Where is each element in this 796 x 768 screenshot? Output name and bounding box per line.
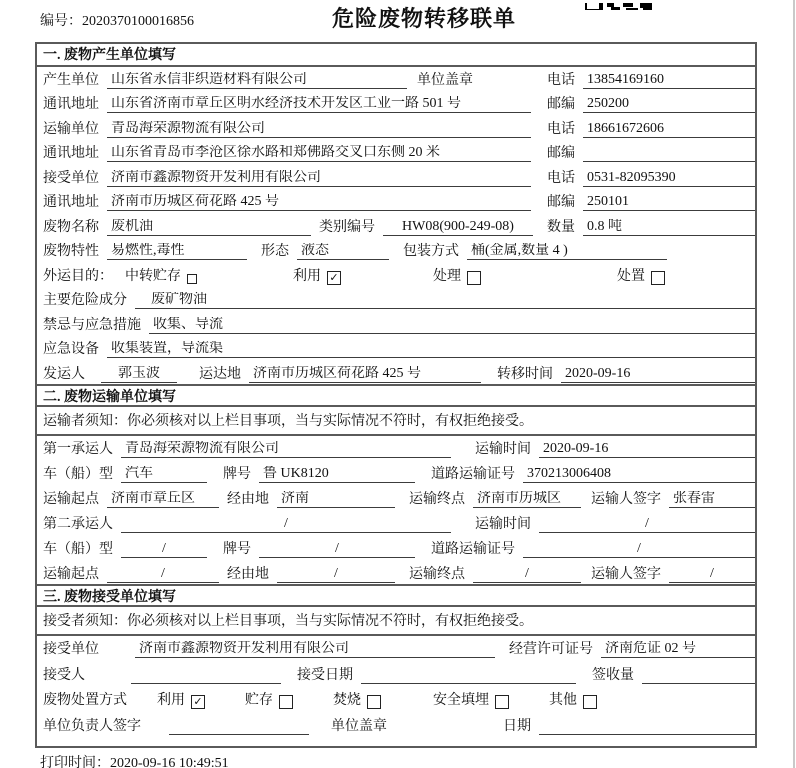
plate2-value: / — [259, 541, 415, 558]
receive-date-label: 接受日期 — [297, 667, 353, 683]
sign2-label: 运输人签字 — [591, 566, 661, 582]
sign1-label: 运输人签字 — [591, 491, 661, 507]
emergency-value: 收集、导流 — [149, 317, 755, 334]
address2-value: 山东省青岛市李沧区徐水路和郑佛路交叉口东侧 20 米 — [107, 145, 531, 162]
quantity-value: 0.8 吨 — [583, 219, 755, 236]
row-vehicle1 — [37, 461, 755, 486]
origin2-label: 运输起点 — [43, 566, 99, 582]
row-address2 — [37, 141, 755, 166]
time2-value: / — [539, 516, 755, 533]
sign2-value: / — [669, 566, 755, 583]
receive-unit-label: 接受单位 — [43, 170, 99, 186]
row-produce-unit — [37, 67, 755, 92]
row-transport-purpose — [37, 263, 755, 288]
phone1-label: 电话 — [547, 72, 575, 88]
section2-header: 二. 废物运输单位填写 — [37, 384, 755, 407]
row-produce-unit-left — [43, 72, 547, 89]
vehicle2-label: 车（船）型 — [43, 541, 113, 557]
row-waste-character — [37, 239, 755, 264]
permit-label: 经营许可证号 — [509, 642, 593, 657]
row-equipment — [37, 337, 755, 362]
time1-label: 运输时间 — [475, 441, 531, 457]
quantity-label: 数量 — [547, 219, 575, 235]
qr-code-icon — [585, 3, 653, 10]
page-edge-line — [793, 0, 795, 768]
row-sender — [37, 361, 755, 386]
page-title: 危险废物转移联单 — [332, 6, 517, 31]
plate1-value: 鲁 UK8120 — [259, 466, 415, 483]
row-emergency — [37, 312, 755, 337]
receipt-qty-value — [642, 669, 755, 684]
plate2-label: 牌号 — [223, 541, 251, 557]
qr-code-fragment — [585, 0, 653, 10]
row-receive-unit-left — [43, 170, 547, 187]
dest-label: 运达地 — [199, 366, 241, 382]
accept-unit-value: 济南市鑫源物资开发利用有限公司 — [135, 641, 495, 658]
via1-label: 经由地 — [227, 491, 269, 507]
phone2-value: 18661672606 — [583, 121, 755, 138]
row-disposal-method — [37, 687, 755, 713]
produce-unit-label: 产生单位 — [43, 72, 99, 88]
origin2-value: / — [107, 566, 219, 583]
unit-seal-label-2: 单位盖章 — [331, 718, 387, 734]
print-time-value: 2020-09-16 10:49:51 — [110, 756, 229, 768]
time2-label: 运输时间 — [475, 516, 531, 532]
document-number — [40, 10, 194, 30]
carrier2-label: 第二承运人 — [43, 516, 113, 532]
receiver-label: 接受人 — [43, 667, 85, 683]
zip1-value: 250200 — [583, 96, 755, 113]
purpose-opt3-label: 处理 — [433, 268, 461, 284]
waste-name-value: 废机油 — [107, 219, 311, 236]
dest-value: 济南市历城区荷花路 425 号 — [249, 366, 481, 383]
disposal-opt5-label: 其他 — [549, 693, 577, 708]
receive-date-value — [361, 669, 576, 684]
accept-unit-label: 接受单位 — [43, 642, 99, 657]
permit-value: 济南危证 02 号 — [601, 641, 755, 658]
package-label: 包装方式 — [403, 244, 459, 259]
end2-value: / — [473, 566, 581, 583]
receipt-qty-label: 签收量 — [592, 667, 634, 683]
section3-header: 三. 废物接受单位填写 — [37, 584, 755, 607]
phone1-value: 13854169160 — [583, 72, 755, 89]
zip2-label: 邮编 — [547, 146, 575, 161]
origin1-value: 济南市章丘区 — [107, 491, 219, 508]
vehicle1-label: 车（船）型 — [43, 466, 113, 482]
character-label: 废物特性 — [43, 244, 99, 259]
row-waste-name — [37, 214, 755, 239]
row-accept-unit — [37, 636, 755, 662]
address2-label: 通讯地址 — [43, 146, 99, 161]
character-value: 易燃性,毒性 — [107, 243, 247, 260]
checkbox-transfer-storage — [187, 274, 197, 284]
row-address3 — [37, 190, 755, 215]
carrier1-value: 青岛海荣源物流有限公司 — [121, 441, 451, 458]
section1-header: 一. 废物产生单位填写 — [37, 44, 755, 67]
category-label: 类别编号 — [319, 219, 375, 235]
sender-label: 发运人 — [43, 366, 85, 382]
disposal-opt2-label: 贮存 — [245, 693, 273, 708]
row-route2 — [37, 561, 755, 586]
disposal-label: 废物处置方式 — [43, 693, 127, 708]
license1-value: 370213006408 — [523, 466, 755, 483]
row-transport-unit-left — [43, 121, 547, 138]
disposal-opt4-label: 安全填埋 — [433, 693, 489, 708]
transport-unit-value: 青岛海荣源物流有限公司 — [107, 121, 531, 138]
checkbox-landfill — [495, 695, 509, 709]
vehicle2-value: / — [121, 541, 207, 558]
disposal-opt3-label: 焚烧 — [333, 693, 361, 708]
row-receiver — [37, 661, 755, 687]
category-value: HW08(900-249-08) — [383, 219, 533, 236]
section2-notice: 运输者须知：你必须核对以上栏目事项，当与实际情况不符时，有权拒绝接受。 — [37, 407, 755, 436]
receiver-value — [131, 669, 281, 684]
address3-label: 通讯地址 — [43, 195, 99, 210]
unit-seal-label: 单位盖章 — [417, 72, 473, 88]
principal-sign-label: 单位负责人签字 — [43, 718, 141, 734]
hazard-label: 主要危险成分 — [43, 293, 127, 308]
zip2-value — [583, 147, 755, 162]
document-number-label: 编号： — [40, 14, 82, 29]
carrier2-value: / — [121, 516, 451, 533]
checkbox-dispose — [651, 271, 665, 285]
phone3-label: 电话 — [547, 170, 575, 186]
origin1-label: 运输起点 — [43, 491, 99, 507]
sender-value: 郭玉波 — [101, 366, 177, 383]
principal-sign-value — [169, 720, 309, 735]
end1-value: 济南市历城区 — [473, 491, 581, 508]
row-address2-left — [43, 145, 547, 162]
transport-unit-label: 运输单位 — [43, 121, 99, 137]
package-value: 桶(金属,数量 4 ) — [467, 243, 667, 260]
end2-label: 运输终点 — [409, 566, 465, 582]
zip3-value: 250101 — [583, 194, 755, 211]
waste-name-label: 废物名称 — [43, 219, 99, 235]
row-receive-unit — [37, 165, 755, 190]
row-vehicle2 — [37, 536, 755, 561]
print-time-label: 打印时间： — [40, 756, 110, 768]
address1-value: 山东省济南市章丘区明水经济技术开发区工业一路 501 号 — [107, 96, 531, 113]
via2-value: / — [277, 566, 395, 583]
address1-label: 通讯地址 — [43, 97, 99, 112]
sign1-value: 张春雷 — [669, 491, 755, 508]
checkbox-storage-2 — [279, 695, 293, 709]
purpose-label: 外运目的： — [43, 268, 113, 284]
emergency-label: 禁忌与应急措施 — [43, 317, 141, 333]
row-carrier2 — [37, 511, 755, 536]
transfer-time-label: 转移时间 — [497, 366, 553, 382]
via1-value: 济南 — [277, 491, 395, 508]
form-label: 形态 — [261, 244, 289, 259]
address3-value: 济南市历城区荷花路 425 号 — [107, 194, 531, 211]
manifest-form — [35, 42, 757, 748]
zip1-label: 邮编 — [547, 97, 575, 112]
zip3-label: 邮编 — [547, 195, 575, 210]
equipment-value: 收集装置，导流渠 — [107, 341, 755, 358]
date-value — [539, 720, 755, 735]
purpose-opt2-label: 利用 — [293, 268, 321, 284]
phone2-label: 电话 — [547, 121, 575, 137]
checkbox-treat — [467, 271, 481, 285]
row-address1-left — [43, 96, 547, 113]
row-hazard — [37, 288, 755, 313]
equipment-label: 应急设备 — [43, 342, 99, 357]
end1-label: 运输终点 — [409, 491, 465, 507]
row-transport-unit — [37, 116, 755, 141]
receive-unit-value: 济南市鑫源物资开发利用有限公司 — [107, 170, 531, 187]
carrier1-label: 第一承运人 — [43, 441, 113, 457]
transfer-time-value: 2020-09-16 — [561, 366, 755, 383]
section3-notice: 接受者须知：你必须核对以上栏目事项，当与实际情况不符时，有权拒绝接受。 — [37, 607, 755, 636]
checkbox-incinerate — [367, 695, 381, 709]
phone3-value: 0531-82095390 — [583, 170, 755, 187]
print-time — [40, 752, 229, 768]
row-address3-left — [43, 194, 547, 211]
purpose-opt1-label: 中转贮存 — [125, 268, 181, 284]
vehicle1-value: 汽车 — [121, 466, 207, 483]
time1-value: 2020-09-16 — [539, 441, 755, 458]
row-carrier1 — [37, 436, 755, 461]
hazard-value: 废矿物油 — [135, 292, 755, 309]
checkbox-reuse: ✓ — [327, 271, 341, 285]
row-address1 — [37, 92, 755, 117]
disposal-opt1-label: 利用 — [157, 693, 185, 708]
checkbox-reuse-2: ✓ — [191, 695, 205, 709]
produce-unit-value: 山东省永信非织造材料有限公司 — [107, 72, 407, 89]
form-value: 液态 — [297, 243, 389, 260]
license2-value: / — [523, 541, 755, 558]
purpose-opt4-label: 处置 — [617, 268, 645, 284]
row-route1 — [37, 486, 755, 511]
license1-label: 道路运输证号 — [431, 466, 515, 482]
via2-label: 经由地 — [227, 566, 269, 582]
date-label: 日期 — [503, 718, 531, 734]
license2-label: 道路运输证号 — [431, 541, 515, 557]
plate1-label: 牌号 — [223, 466, 251, 482]
row-principal-sign — [37, 712, 755, 738]
checkbox-other — [583, 695, 597, 709]
document-number-value: 2020370100016856 — [82, 14, 194, 29]
